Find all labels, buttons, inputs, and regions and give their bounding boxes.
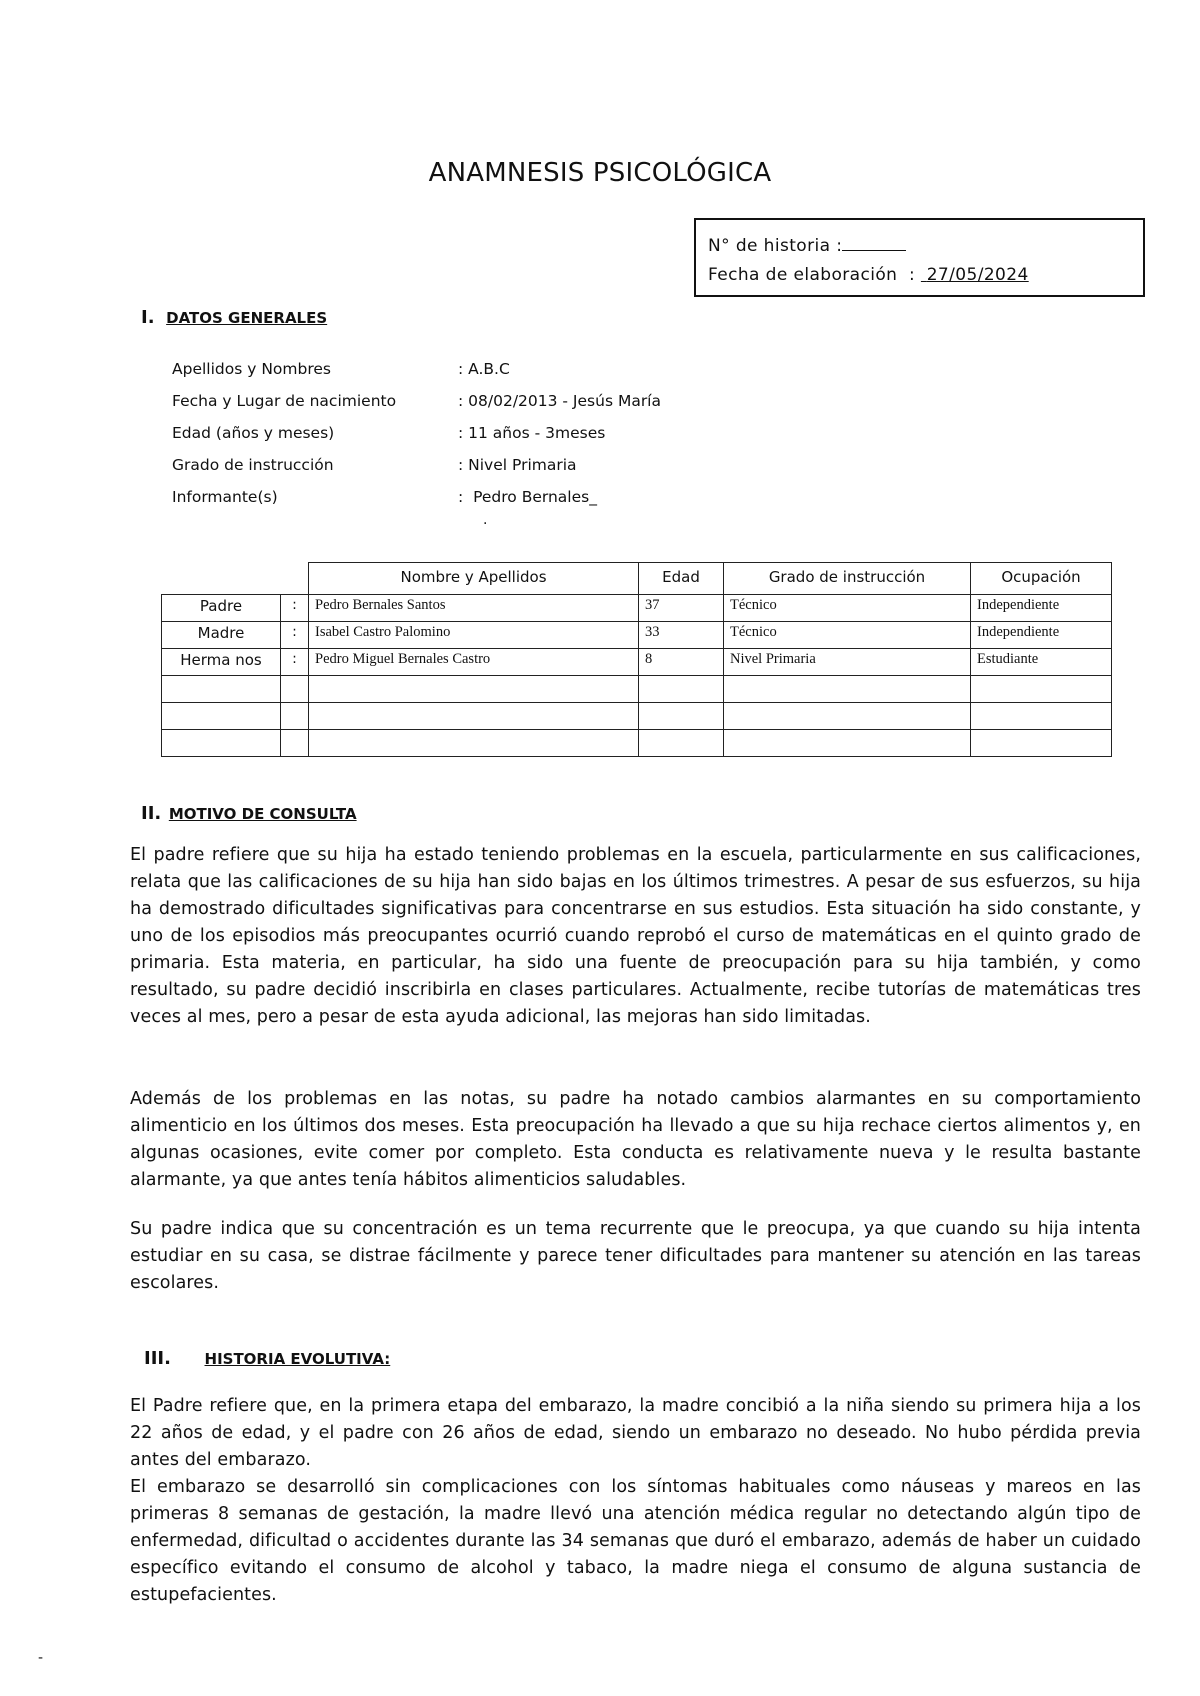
section-heading-motivo-consulta xyxy=(141,803,357,824)
stray-dot: . xyxy=(483,512,488,528)
relation-cell: Herma nos xyxy=(162,649,281,676)
page-footer-mark: - xyxy=(38,1650,44,1666)
section-title: HISTORIA EVOLUTIVA: xyxy=(204,1350,391,1368)
table-row xyxy=(162,649,1112,676)
empty-table-row xyxy=(162,676,1112,703)
name-cell: Pedro Miguel Bernales Castro xyxy=(309,649,639,676)
column-header: Edad xyxy=(639,563,724,595)
history-number-blank xyxy=(842,234,906,251)
table-header-row xyxy=(162,563,1112,595)
column-header: Nombre y Apellidos xyxy=(309,563,639,595)
column-header: Grado de instrucción xyxy=(724,563,971,595)
section-title: MOTIVO DE CONSULTA xyxy=(168,805,357,823)
motivo-paragraph: El padre refiere que su hija ha estado teniendo problemas en la escuela, particularmente en sus calificaciones, relata que las calificaciones de su hija han sido bajas en los últimos trimestres. A pesar de sus esfuerzos, su hija ha demostrado dificultades significativas para concentrarse en sus estudios. Esta situación ha sido constante, y uno de los episodios más preocupantes ocurrió cuando reprobó el curso de matemáticas en el quinto grado de primaria. Esta materia, en particular, ha sido una fuente de preocupación para su hija también, y como resultado, su padre decidió inscribirla en clases particulares. Actualmente, recibe tutorías de matemáticas tres veces al mes, pero a pesar de esta ayuda adicional, las mejoras han sido limitadas. xyxy=(130,845,1141,1027)
general-value: : 08/02/2013 - Jesús María xyxy=(458,392,661,410)
elaboration-date-line xyxy=(708,265,1029,285)
grade-cell: Técnico xyxy=(724,595,971,622)
section-heading-historia-evolutiva xyxy=(144,1348,390,1369)
empty-table-row xyxy=(162,703,1112,730)
age-cell: 37 xyxy=(639,595,724,622)
section-number: II. xyxy=(141,803,162,824)
general-row xyxy=(0,424,1200,448)
grade-cell: Nivel Primaria xyxy=(724,649,971,676)
history-number-label: N° de historia : xyxy=(708,236,843,256)
colon-cell: : xyxy=(281,595,309,622)
general-row xyxy=(0,392,1200,416)
name-cell: Pedro Bernales Santos xyxy=(309,595,639,622)
general-row xyxy=(0,456,1200,480)
family-table xyxy=(161,562,1112,757)
colon-cell: : xyxy=(281,649,309,676)
general-label: Edad (años y meses) xyxy=(172,424,335,442)
general-value: : Nivel Primaria xyxy=(458,456,577,474)
relation-cell: Padre xyxy=(162,595,281,622)
section-heading-datos-generales xyxy=(141,307,327,328)
relation-cell: Madre xyxy=(162,622,281,649)
general-row xyxy=(0,488,1200,512)
table-row xyxy=(162,622,1112,649)
column-header: Ocupación xyxy=(971,563,1112,595)
empty-table-row xyxy=(162,730,1112,757)
age-cell: 8 xyxy=(639,649,724,676)
motivo-paragraph: Su padre indica que su concentración es un tema recurrente que le preocupa, ya que cuando su hija intenta estudiar en su casa, se distrae fácilmente y parece tener dificultades para mantener su atención en las tareas escolares. xyxy=(130,1219,1141,1293)
general-label: Apellidos y Nombres xyxy=(172,360,331,378)
name-cell: Isabel Castro Palomino xyxy=(309,622,639,649)
document-title: ANAMNESIS PSICOLÓGICA xyxy=(428,158,772,188)
motivo-paragraph: Además de los problemas en las notas, su padre ha notado cambios alarmantes en su comportamiento alimenticio en los últimos dos meses. Esta preocupación ha llevado a que su hija rechace ciertos alimentos y, en algunas ocasiones, evite comer por completo. Esta conducta es relativamente nueva y le resulta bastante alarmante, ya que antes tenía hábitos alimenticios saludables. xyxy=(130,1089,1141,1190)
general-value: : Pedro Bernales_ xyxy=(458,488,597,506)
general-value: : A.B.C xyxy=(458,360,510,378)
general-value: : 11 años - 3meses xyxy=(458,424,606,442)
general-label: Grado de instrucción xyxy=(172,456,334,474)
general-label: Fecha y Lugar de nacimiento xyxy=(172,392,397,410)
general-label: Informante(s) xyxy=(172,488,278,506)
grade-cell: Técnico xyxy=(724,622,971,649)
history-info-box xyxy=(694,218,1145,297)
table-row xyxy=(162,595,1112,622)
occupation-cell: Estudiante xyxy=(971,649,1112,676)
elaboration-date-label: Fecha de elaboración : xyxy=(708,265,916,285)
historia-paragraph: El Padre refiere que, en la primera etapa del embarazo, la madre concibió a la niña siendo su primera hija a los 22 años de edad, y el padre con 26 años de edad, siendo un embarazo no deseado. No hubo pérdida previa antes del embarazo. xyxy=(130,1396,1141,1470)
section-number: III. xyxy=(144,1348,171,1369)
history-number-line xyxy=(708,234,906,256)
section-number: I. xyxy=(141,307,155,328)
colon-cell: : xyxy=(281,622,309,649)
section-title: DATOS GENERALES xyxy=(166,309,328,327)
occupation-cell: Independiente xyxy=(971,622,1112,649)
elaboration-date-value: 27/05/2024 xyxy=(926,265,1029,285)
age-cell: 33 xyxy=(639,622,724,649)
general-row xyxy=(0,360,1200,384)
historia-paragraph: El embarazo se desarrolló sin complicaciones con los síntomas habituales como náuseas y mareos en las primeras 8 semanas de gestación, la madre llevó una atención médica regular no detectando algún tipo de enfermedad, dificultad o accidentes durante las 34 semanas que duró el embarazo, además de haber un cuidado específico evitando el consumo de alcohol y tabaco, la madre niega el consumo de alguna sustancia de estupefacientes. xyxy=(130,1477,1141,1605)
occupation-cell: Independiente xyxy=(971,595,1112,622)
